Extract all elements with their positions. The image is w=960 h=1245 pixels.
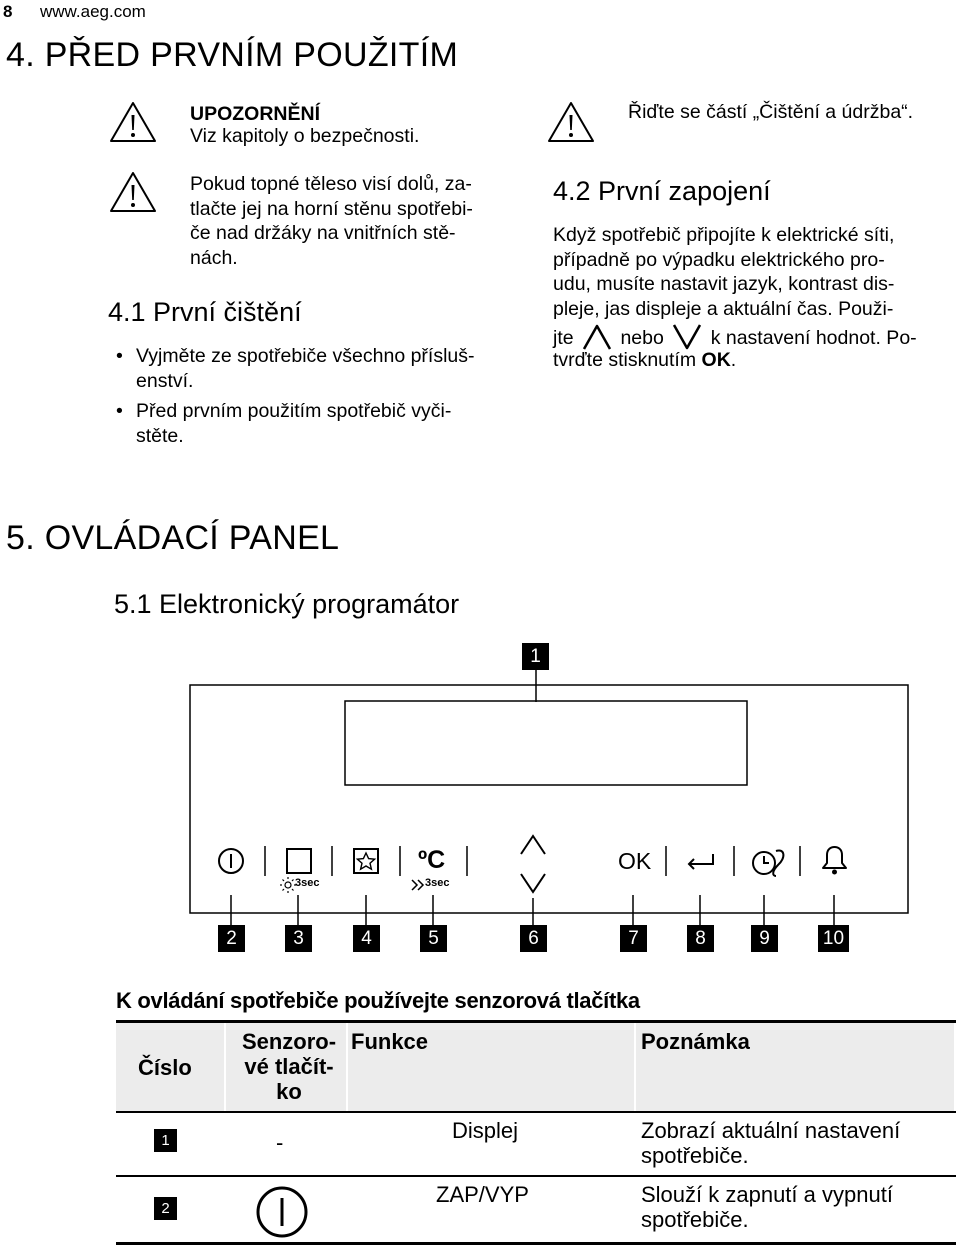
ok-icon: OK	[618, 848, 652, 874]
timer-icon	[753, 850, 783, 876]
paragraph-text: k nastavení hodnot. Po-	[710, 327, 917, 349]
paragraph: Když spotřebič připojíte k elektrické síti, případně po výpadku elektrického pro- udu, musíte nastavit jazyk, kontrast dis- pleje, jas displeje a aktuální čas. Použi-	[553, 224, 895, 320]
callout-1: 1	[522, 643, 549, 670]
header-sensor: Senzoro- vé tlačít- ko	[241, 1029, 337, 1104]
celsius-label: ºC	[418, 846, 446, 874]
section-5-title: 5. OVLÁDACÍ PANEL	[6, 519, 340, 557]
callout-4: 4	[353, 925, 380, 952]
paragraph-text: jte	[553, 327, 574, 349]
table	[116, 1020, 956, 1245]
power-icon	[219, 849, 243, 873]
callout-7: 7	[620, 925, 647, 952]
back-icon	[689, 854, 713, 869]
subsection-4-2-title: 4.2 První zapojení	[553, 176, 771, 206]
column-divider	[346, 1023, 348, 1111]
header-note: Poznámka	[641, 1029, 750, 1054]
row-note: Zobrazí aktuální nastavení spotřebiče.	[641, 1118, 901, 1168]
column-divider	[634, 1023, 636, 1111]
paragraph-text: tvrďte stisknutím	[553, 349, 702, 371]
header-number: Číslo	[138, 1055, 192, 1080]
table-rule	[116, 1175, 956, 1177]
fast-3sec-label: 3sec	[425, 877, 450, 889]
list-item-text: Vyjměte ze spotřebiče všechno přísluš- enství.	[136, 345, 475, 392]
display	[345, 701, 747, 785]
bullet: •	[116, 345, 123, 367]
up-arrow-icon	[521, 836, 545, 854]
callout-3: 3	[285, 925, 312, 952]
paragraph-text: nebo	[620, 327, 664, 349]
warning-text: Pokud topné těleso visí dolů, za- tlačte jej na horní stěnu spotřebi- če nad držáky na vnitřních stě- nách.	[190, 173, 473, 269]
bell-icon	[823, 847, 846, 875]
column-divider	[224, 1023, 226, 1111]
callout-6: 6	[520, 925, 547, 952]
warning-title: UPOZORNĚNÍ	[190, 103, 321, 125]
favourite-icon	[354, 849, 378, 873]
table-rule	[116, 1111, 956, 1113]
website: www.aeg.com	[40, 2, 146, 21]
down-arrow-icon	[521, 874, 545, 892]
callout-5: 5	[420, 925, 447, 952]
header-function: Funkce	[351, 1029, 429, 1054]
callout-9: 9	[751, 925, 778, 952]
fast-heat-icon	[412, 880, 423, 890]
row-function: Displej	[452, 1118, 519, 1143]
row-sensor: -	[276, 1130, 284, 1155]
sun-icon	[280, 877, 296, 893]
warning-text: Viz kapitoly o bezpečnosti.	[190, 125, 420, 147]
callout-2: 2	[218, 925, 245, 952]
table-caption: K ovládání spotřebiče používejte senzorová tlačítka	[116, 988, 640, 1013]
light-icon	[287, 849, 311, 873]
power-icon	[254, 1184, 310, 1240]
row-note: Slouží k zapnutí a vypnutí spotřebiče.	[641, 1182, 893, 1232]
ok-label: OK	[701, 349, 731, 371]
row-function: ZAP/VYP	[436, 1182, 529, 1207]
table-rule	[116, 1020, 956, 1023]
subsection-5-1-title: 5.1 Elektronický programátor	[114, 589, 460, 619]
light-3sec-label: 3sec	[295, 877, 320, 889]
section-4-title: 4. PŘED PRVNÍM POUŽITÍM	[6, 36, 459, 74]
warning-text: Řiďte se částí „Čištění a údržba“.	[628, 101, 914, 123]
row-number-badge: 2	[154, 1197, 177, 1220]
callout-10: 10	[818, 925, 849, 952]
row-number-badge: 1	[154, 1129, 177, 1152]
list-item-text: Před prvním použitím spotřebič vyči- stěte.	[136, 400, 452, 447]
bullet: •	[116, 400, 123, 422]
page-number: 8	[3, 2, 13, 21]
callout-8: 8	[687, 925, 714, 952]
subsection-4-1-title: 4.1 První čištění	[108, 297, 302, 327]
paragraph-text: .	[730, 349, 737, 371]
